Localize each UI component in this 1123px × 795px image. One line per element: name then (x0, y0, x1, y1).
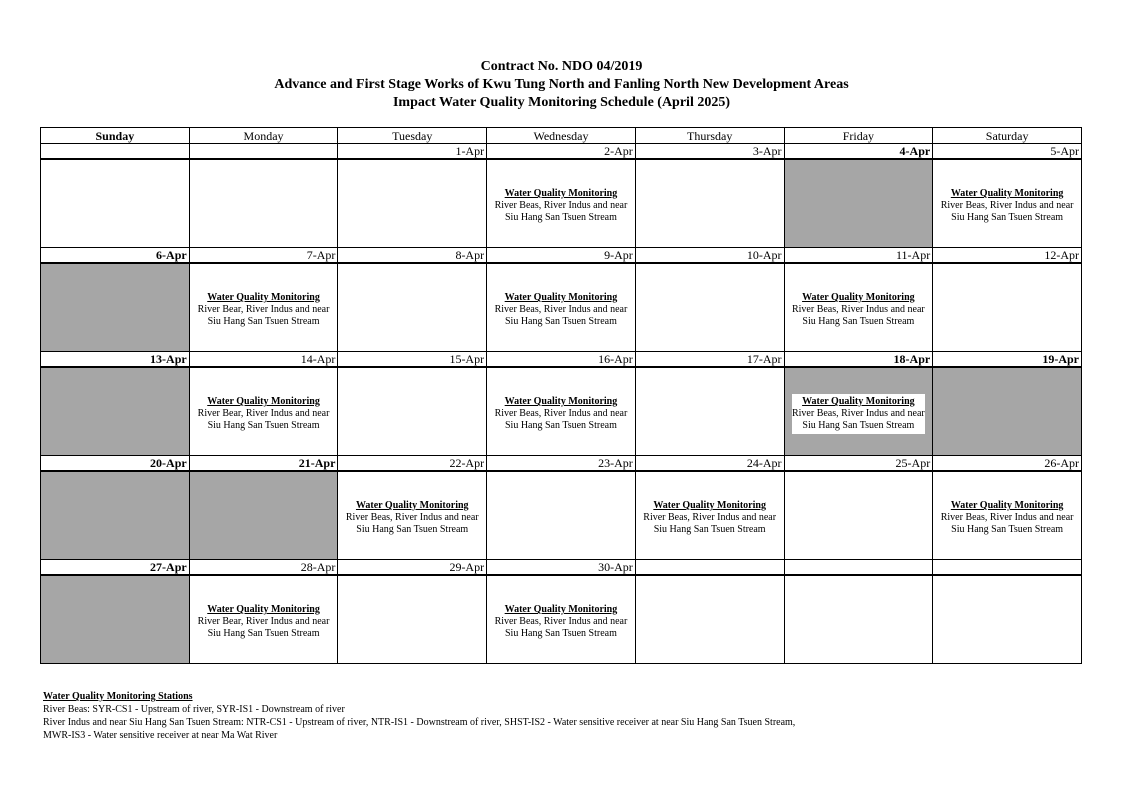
day-cell (487, 367, 636, 456)
weekday-tuesday: Tuesday (338, 128, 487, 144)
event-location-stream: Siu Hang San Tsuen Stream (505, 628, 617, 639)
date-row (41, 560, 1082, 576)
legend-line: MWR-IS3 - Water sensitive receiver at near Ma Wat River (43, 730, 278, 741)
weekday-sunday: Sunday (41, 128, 190, 144)
event-location-stream: Siu Hang San Tsuen Stream (505, 212, 617, 223)
date-label: 18-Apr (784, 352, 933, 368)
event-location: River Beas, River Indus and near (494, 408, 628, 419)
date-label (189, 144, 338, 160)
event-title: Water Quality Monitoring (802, 292, 915, 303)
date-label: 24-Apr (635, 456, 784, 472)
day-cell (635, 471, 784, 560)
event-title: Water Quality Monitoring (504, 396, 618, 407)
day-cell (338, 263, 487, 352)
event-location-stream: Siu Hang San Tsuen Stream (505, 316, 617, 327)
event-location-stream: Siu Hang San Tsuen Stream (356, 524, 469, 535)
date-label: 22-Apr (338, 456, 487, 472)
day-cell (784, 575, 933, 664)
event-title: Water Quality Monitoring (504, 188, 618, 199)
event-location: River Beas, River Indus and near (494, 200, 628, 211)
event-location: River Beas, River Indus and near (494, 304, 628, 315)
day-cell (933, 471, 1082, 560)
event-location: River Beas, River Indus and near (791, 304, 925, 315)
event-location-stream: Siu Hang San Tsuen Stream (802, 316, 915, 327)
event-title: Water Quality Monitoring (950, 500, 1064, 511)
monitoring-event (792, 394, 925, 434)
day-cell (933, 367, 1082, 456)
weekday-thursday: Thursday (635, 128, 784, 144)
day-cell (487, 159, 636, 248)
monitoring-event (941, 498, 1074, 538)
date-label: 20-Apr (41, 456, 190, 472)
date-label: 15-Apr (338, 352, 487, 368)
day-cell (635, 575, 784, 664)
event-location: River Beas, River Indus and near (494, 616, 628, 627)
event-location-stream: Siu Hang San Tsuen Stream (802, 420, 915, 431)
day-cell (784, 159, 933, 248)
weekday-wednesday: Wednesday (487, 128, 636, 144)
date-label: 6-Apr (41, 248, 190, 264)
day-cells-row (41, 575, 1082, 664)
day-cell (933, 159, 1082, 248)
day-cell (933, 263, 1082, 352)
day-cell (487, 575, 636, 664)
date-row (41, 248, 1082, 264)
date-label: 8-Apr (338, 248, 487, 264)
project-title: Advance and First Stage Works of Kwu Tung North and Fanling North New Development Areas (274, 77, 849, 92)
date-label: 7-Apr (189, 248, 338, 264)
date-label: 17-Apr (635, 352, 784, 368)
day-cells-row (41, 471, 1082, 560)
weekday-monday: Monday (189, 128, 338, 144)
date-label: 11-Apr (784, 248, 933, 264)
day-cell (41, 263, 190, 352)
date-label (933, 560, 1082, 576)
schedule-title: Impact Water Quality Monitoring Schedule (April 2025) (392, 95, 731, 110)
day-cell (189, 367, 338, 456)
event-title: Water Quality Monitoring (504, 292, 618, 303)
day-cell (784, 471, 933, 560)
date-label: 2-Apr (487, 144, 636, 160)
date-label: 12-Apr (933, 248, 1082, 264)
legend-line: River Indus and near Siu Hang San Tsuen Stream: NTR-CS1 - Upstream of river, NTR-IS1 - Downstream of river, SHST-IS2 - Water sensitive receiver at near Siu Hang San Tsuen Stream, (43, 717, 796, 728)
date-label (784, 560, 933, 576)
day-cell (338, 575, 487, 664)
event-title: Water Quality Monitoring (207, 604, 320, 615)
event-location-stream: Siu Hang San Tsuen Stream (505, 420, 617, 431)
day-cell (635, 263, 784, 352)
day-cell (41, 471, 190, 560)
event-title: Water Quality Monitoring (504, 604, 618, 615)
date-label: 4-Apr (784, 144, 933, 160)
event-location-stream: Siu Hang San Tsuen Stream (951, 524, 1064, 535)
monitoring-event (643, 498, 776, 538)
event-title: Water Quality Monitoring (207, 396, 320, 407)
monitoring-event (346, 498, 479, 538)
event-title: Water Quality Monitoring (207, 292, 320, 303)
date-label: 23-Apr (487, 456, 636, 472)
day-cell (41, 367, 190, 456)
weekday-saturday: Saturday (933, 128, 1082, 144)
day-cell (784, 263, 933, 352)
day-cells-row (41, 367, 1082, 456)
monitoring-event (198, 602, 330, 642)
monitoring-event (792, 290, 925, 330)
day-cell (41, 575, 190, 664)
date-label: 26-Apr (933, 456, 1082, 472)
event-location: River Bear, River Indus and near (197, 408, 330, 419)
event-title: Water Quality Monitoring (355, 500, 469, 511)
day-cells-row (41, 263, 1082, 352)
legend-title: Water Quality Monitoring Stations (43, 691, 193, 702)
event-location-stream: Siu Hang San Tsuen Stream (207, 628, 320, 639)
date-label: 10-Apr (635, 248, 784, 264)
day-cell (784, 367, 933, 456)
date-label (635, 560, 784, 576)
date-row (41, 144, 1082, 160)
date-label: 14-Apr (189, 352, 338, 368)
date-label: 30-Apr (487, 560, 636, 576)
day-cell (487, 263, 636, 352)
date-label: 3-Apr (635, 144, 784, 160)
event-location-stream: Siu Hang San Tsuen Stream (207, 316, 320, 327)
monitoring-event (495, 394, 628, 434)
day-cell (189, 575, 338, 664)
legend-line: River Beas: SYR-CS1 - Upstream of river, SYR-IS1 - Downstream of river (43, 704, 345, 715)
event-title: Water Quality Monitoring (653, 500, 766, 511)
event-location: River Beas, River Indus and near (940, 512, 1074, 523)
event-location: River Beas, River Indus and near (791, 408, 925, 419)
event-location: River Bear, River Indus and near (197, 304, 330, 315)
monitoring-calendar (40, 127, 1082, 664)
event-location-stream: Siu Hang San Tsuen Stream (653, 524, 766, 535)
date-label: 29-Apr (338, 560, 487, 576)
date-label: 27-Apr (41, 560, 190, 576)
monitoring-event (198, 394, 330, 434)
day-cell (338, 159, 487, 248)
day-cell (189, 471, 338, 560)
date-label (41, 144, 190, 160)
date-label: 16-Apr (487, 352, 636, 368)
day-cells-row (41, 159, 1082, 248)
monitoring-event (198, 290, 330, 330)
monitoring-event (495, 290, 628, 330)
day-cell (635, 159, 784, 248)
monitoring-event (495, 186, 628, 226)
date-row (41, 456, 1082, 472)
date-label: 1-Apr (338, 144, 487, 160)
event-location-stream: Siu Hang San Tsuen Stream (207, 420, 320, 431)
event-location: River Beas, River Indus and near (345, 512, 479, 523)
monitoring-event (941, 186, 1074, 226)
stations-legend (43, 690, 795, 742)
day-cell (189, 159, 338, 248)
event-title: Water Quality Monitoring (950, 188, 1064, 199)
date-label: 25-Apr (784, 456, 933, 472)
day-cell (41, 159, 190, 248)
date-label: 9-Apr (487, 248, 636, 264)
date-label: 19-Apr (933, 352, 1082, 368)
date-row (41, 352, 1082, 368)
event-location: River Beas, River Indus and near (643, 512, 777, 523)
day-cell (933, 575, 1082, 664)
weekday-friday: Friday (784, 128, 933, 144)
day-cell (338, 367, 487, 456)
date-label: 28-Apr (189, 560, 338, 576)
event-title: Water Quality Monitoring (802, 396, 915, 407)
event-location: River Beas, River Indus and near (940, 200, 1074, 211)
monitoring-event (495, 602, 628, 642)
event-location-stream: Siu Hang San Tsuen Stream (951, 212, 1064, 223)
day-cell (338, 471, 487, 560)
date-label: 13-Apr (41, 352, 190, 368)
day-cell (487, 471, 636, 560)
weekday-header-row (41, 128, 1082, 144)
event-location: River Bear, River Indus and near (197, 616, 330, 627)
day-cell (635, 367, 784, 456)
day-cell (189, 263, 338, 352)
date-label: 21-Apr (189, 456, 338, 472)
contract-number: Contract No. NDO 04/2019 (480, 59, 643, 74)
date-label: 5-Apr (933, 144, 1082, 160)
